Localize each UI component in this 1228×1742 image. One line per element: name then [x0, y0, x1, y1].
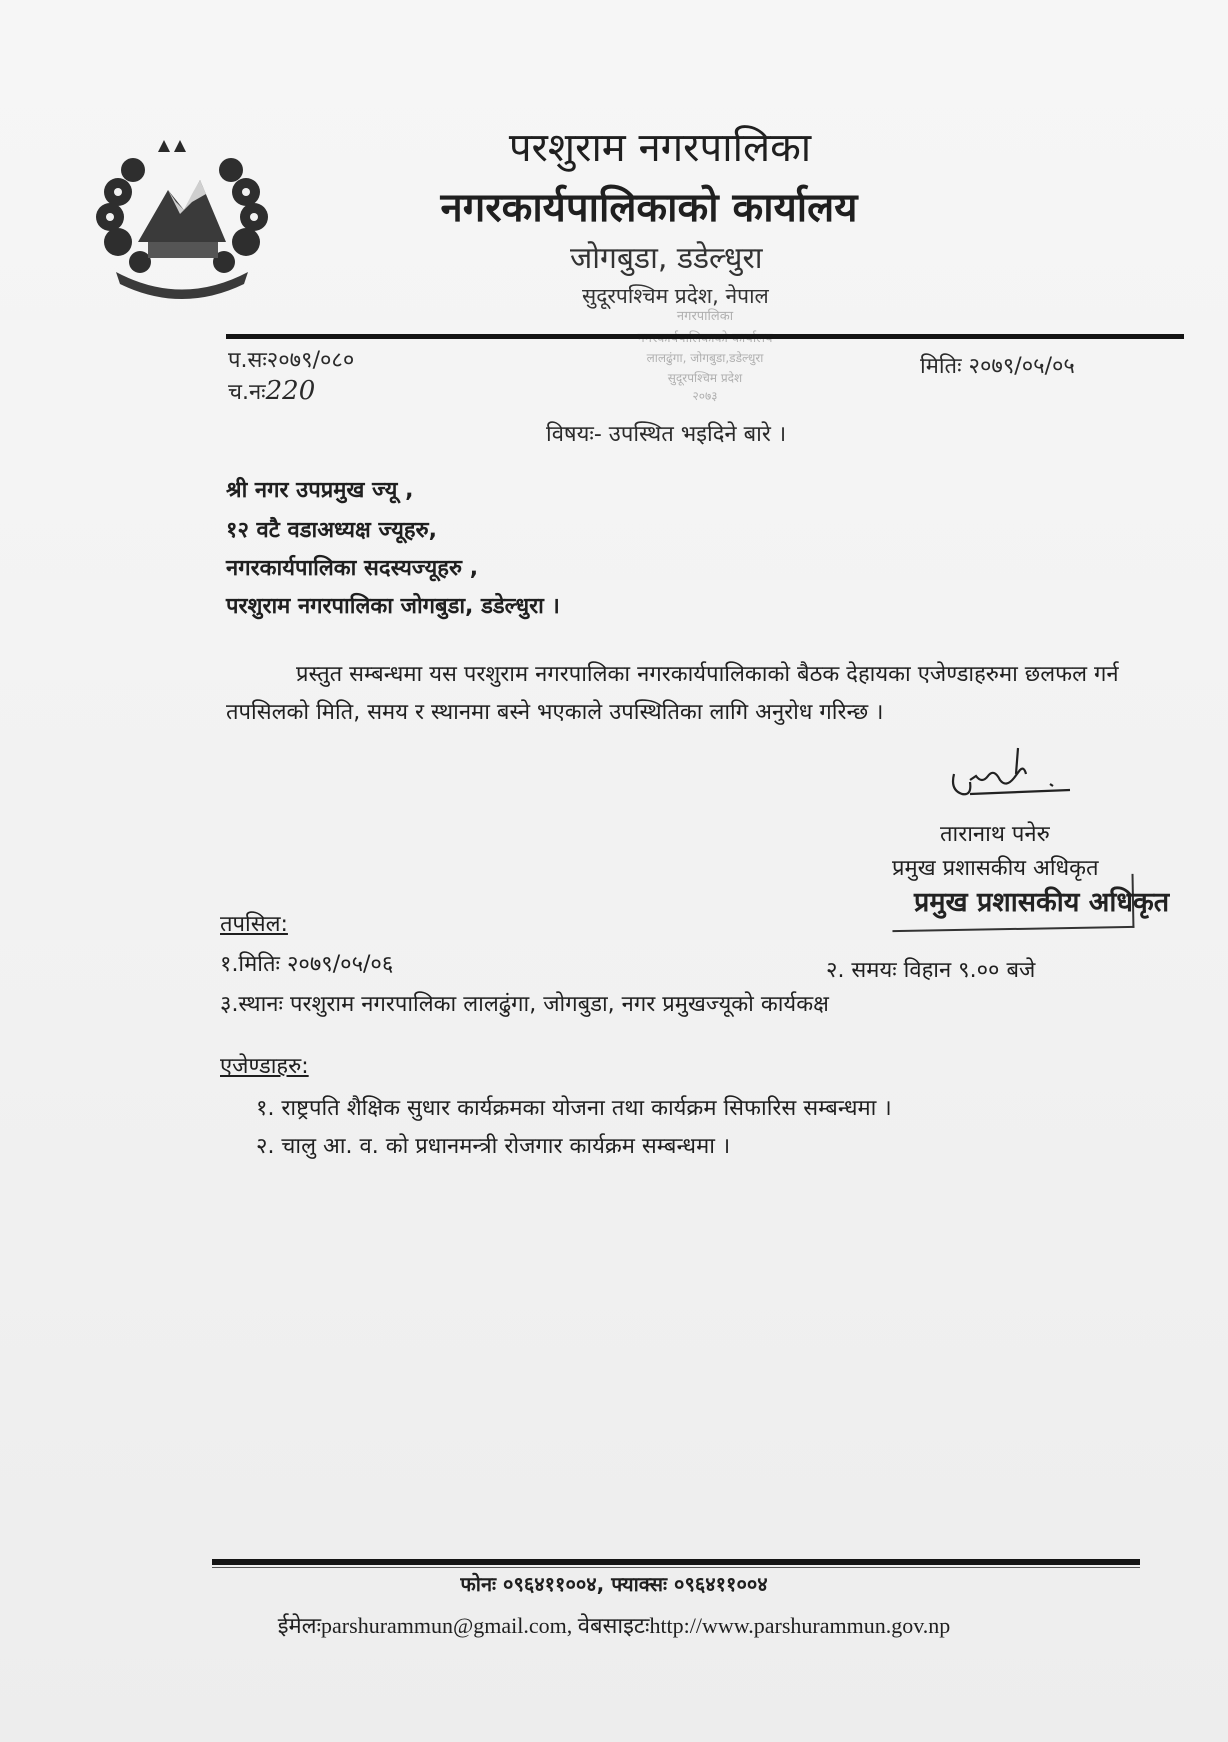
signatory-title: प्रमुख प्रशासकीय अधिकृत: [892, 856, 1099, 881]
meeting-place: ३.स्थानः परशुराम नगरपालिका लालढुंगा, जोगबुडा, नगर प्रमुखज्यूको कार्यकक्ष: [220, 992, 829, 1017]
letter-date: मितिः २०७९/०५/०५: [920, 354, 1075, 379]
header-divider: [226, 334, 1184, 339]
agenda-item: १. राष्ट्रपति शैक्षिक सुधार कार्यक्रमका योजना तथा कार्यक्रम सिफारिस सम्बन्धमा ।: [256, 1096, 892, 1121]
svg-text:२०७३: २०७३: [692, 389, 718, 403]
addressee-line: नगरकार्यपालिका सदस्यज्यूहरु ,: [226, 556, 479, 581]
letter-subject: विषयः- उपस्थित भइदिने बारे ।: [546, 422, 787, 447]
dispatch-label: च.नः: [228, 380, 266, 405]
office-seal: [600, 294, 810, 424]
meeting-date: १.मितिः २०७९/०५/०६: [220, 952, 394, 977]
body-paragraph: प्रस्तुत सम्बन्धमा यस परशुराम नगरपालिका नगरकार्यपालिकाको बैठक देहायका एजेण्डाहरुमा छलफल गर्न तपसिलको मिति, समय र स्थानमा बस्ने भएकाले उपस्थितिका लागि अनुरोध गरिन्छ ।: [226, 662, 1119, 725]
reference-number: प.सः२०७९/०८०: [228, 348, 355, 373]
footer-divider: [212, 1559, 1140, 1565]
office-subtitle: नगरकार्यपालिकाको कार्यालय: [440, 184, 858, 231]
signatory-name: तारानाथ पनेरु: [940, 822, 1050, 847]
office-address: जोगबुडा, डडेल्धुरा: [570, 241, 763, 276]
footer-divider-thin: [212, 1567, 1140, 1568]
svg-text:लालढुंगा, जोगबुडा,डडेल्धुरा: लालढुंगा, जोगबुडा,डडेल्धुरा: [646, 351, 764, 365]
details-heading: तपसिल:: [220, 912, 288, 937]
addressee-line: १२ वटै वडाअध्यक्ष ज्यूहरु,: [226, 518, 438, 543]
meeting-time: २. समयः विहान ९.०० बजे: [826, 958, 1036, 983]
footer-contact: फोनः ०९६४११००४, फ्याक्सः ०९६४११००४: [460, 1572, 768, 1596]
addressee-line: परशुराम नगरपालिका जोगबुडा, डडेल्धुरा ।: [226, 594, 560, 619]
dispatch-number: [228, 376, 315, 406]
official-stamp-text: प्रमुख प्रशासकीय अधिकृत: [914, 887, 1170, 918]
office-name: परशुराम नगरपालिका: [508, 125, 812, 171]
svg-text:नगरपालिका: नगरपालिका: [676, 309, 734, 324]
svg-text:सुदूरपश्चिम प्रदेश: सुदूरपश्चिम प्रदेश: [667, 371, 743, 385]
agenda-heading: एजेण्डाहरु:: [220, 1054, 309, 1079]
addressee-line: श्री नगर उपप्रमुख ज्यू ,: [226, 478, 414, 503]
footer-web: ईमेलःparshurammun@gmail.com, वेबसाइटःhttp://www.parshurammun.gov.np: [277, 1613, 951, 1638]
dispatch-value: 220: [265, 376, 316, 406]
office-province: सुदूरपश्चिम प्रदेश, नेपाल: [582, 284, 769, 308]
agenda-item: २. चालु आ. व. को प्रधानमन्त्री रोजगार कार्यक्रम सम्बन्धमा ।: [256, 1134, 731, 1159]
handwritten-signature: [940, 740, 1080, 810]
